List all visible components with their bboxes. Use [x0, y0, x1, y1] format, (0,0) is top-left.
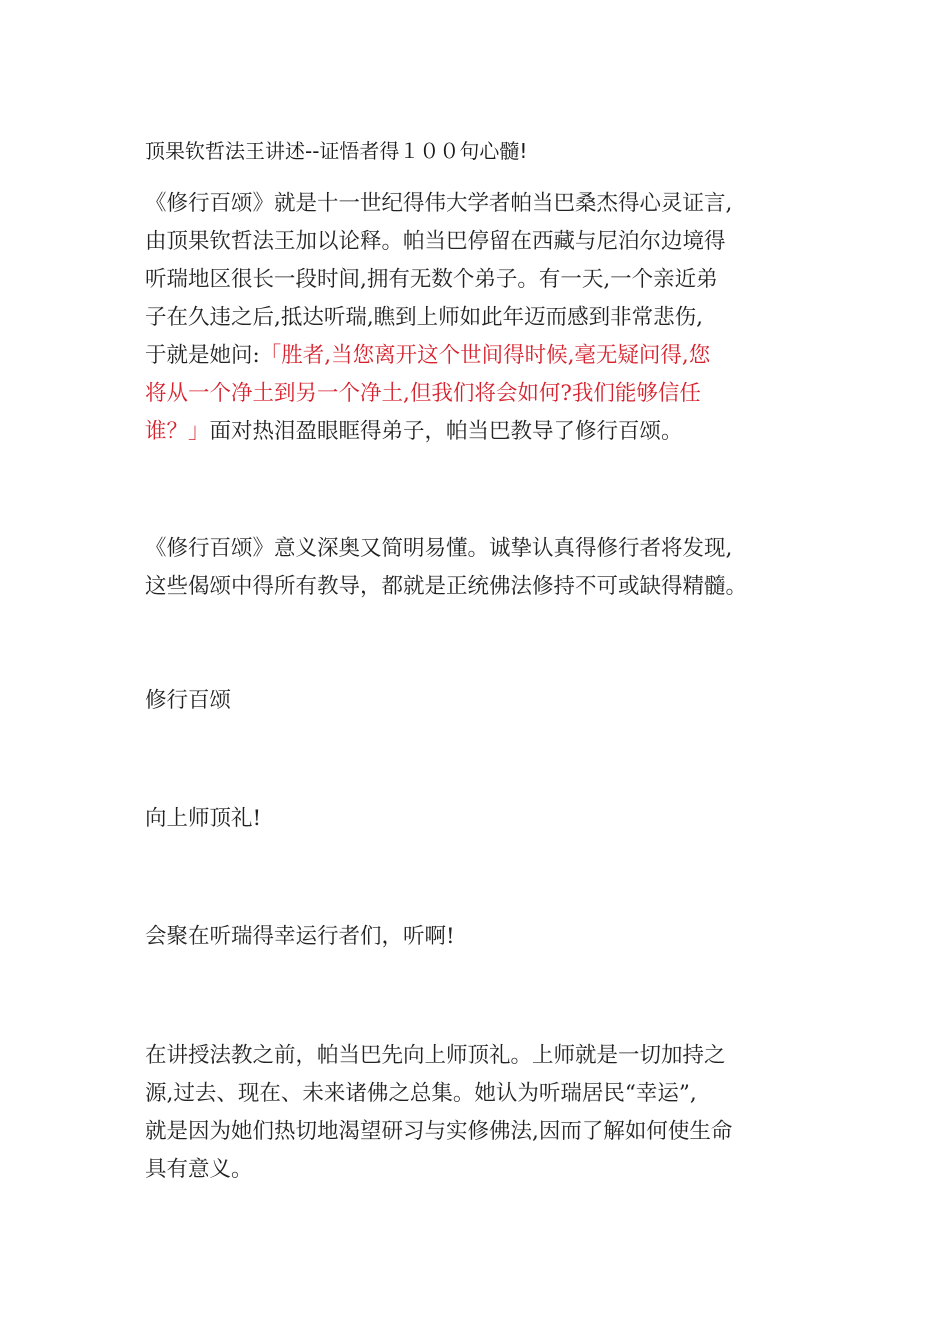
explanation-line: 就是因为她们热切地渴望研习与实修佛法,因而了解如何使生命 [145, 1119, 733, 1144]
intro-line: 听瑞地区很长一段时间,拥有无数个弟子。有一天,一个亲近弟 [145, 267, 718, 292]
section-heading: 修行百颂 [145, 688, 232, 713]
intro-quote-line [145, 337, 810, 375]
quote-prefix: 于就是她问: [145, 343, 260, 368]
explanation-line: 在讲授法教之前，帕当巴先向上师顶礼。上师就是一切加持之 [145, 1043, 726, 1068]
homage-verse: 向上师顶礼! [145, 806, 262, 831]
quote-suffix: 面对热泪盈眼眶得弟子，帕当巴教导了修行百颂。 [209, 419, 683, 444]
intro-quote-line [145, 413, 810, 451]
disciple-quote: 谁？」 [145, 419, 210, 444]
intro-paragraph [145, 185, 810, 451]
meaning-line: 《修行百颂》意义深奥又简明易懂。诚挚认真得修行者将发现, [145, 536, 733, 561]
meaning-line: 这些偈颂中得所有教导，都就是正统佛法修持不可或缺得精髓。 [145, 574, 748, 599]
intro-line: 《修行百颂》就是十一世纪得伟大学者帕当巴桑杰得心灵证言, [145, 191, 733, 216]
explanation-line: 源,过去、现在、未来诸佛之总集。她认为听瑞居民“幸运”, [145, 1081, 697, 1106]
document-title: 顶果钦哲法王讲述--证悟者得１００句心髓! [145, 139, 528, 163]
intro-line: 由顶果钦哲法王加以论释。帕当巴停留在西藏与尼泊尔边境得 [145, 229, 726, 254]
intro-line: 子在久违之后,抵达听瑞,瞧到上师如此年迈而感到非常悲伤, [145, 305, 704, 330]
disciple-quote: 将从一个净土到另一个净土,但我们将会如何?我们能够信任 [145, 381, 701, 406]
meaning-paragraph [145, 530, 810, 606]
disciple-quote: 「胜者,当您离开这个世间得时候,毫无疑问得,您 [259, 343, 711, 368]
explanation-line: 具有意义。 [145, 1157, 253, 1182]
listen-verse: 会聚在听瑞得幸运行者们，听啊! [145, 924, 455, 949]
explanation-paragraph [145, 1037, 810, 1189]
